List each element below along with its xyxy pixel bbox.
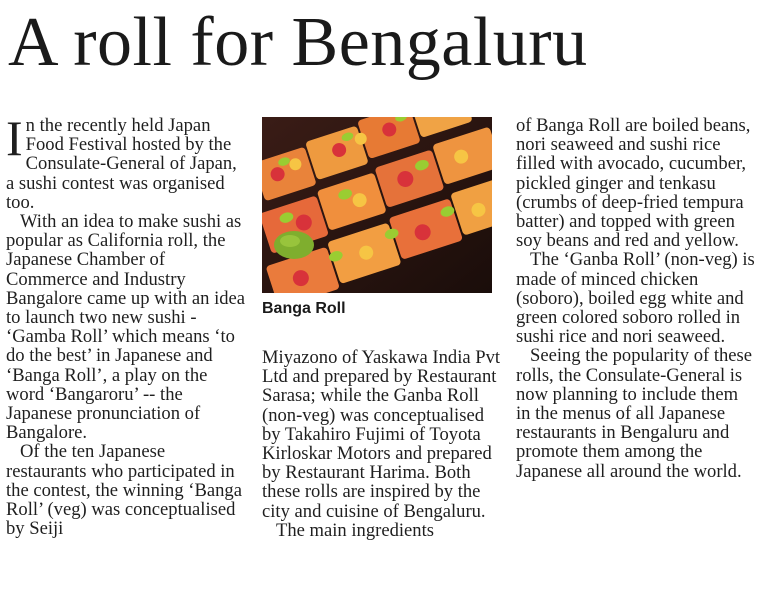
paragraph: In the recently held Japan Food Festival hosted by the Consulate-General of Japan, a sushi contest was organised too. — [6, 110, 237, 213]
paragraph: The ‘Ganba Roll’ (non-veg) is made of minced chicken (soboro), boiled egg white and green colored soboro rolled in sushi rice and nori seaweed. — [516, 249, 755, 348]
photo-caption: Banga Roll — [262, 300, 346, 317]
paragraph: of Banga Roll are boiled beans, nori seaweed and sushi rice filled with avocado, cucumber, pickled ginger and tenkasu (crumbs of deep-fried tempura batter) and topped with green soy beans and red and yellow. — [516, 115, 751, 252]
banga-roll-image — [262, 117, 492, 293]
paragraph: Seeing the popularity of these rolls, the Consulate-General is now planning to include them in the menus of all Japanese restaurants in Bengaluru and promote them among the Japanese all around the world. — [516, 345, 753, 482]
paragraph: Miyazono of Yaskawa India Pvt Ltd and prepared by Restaurant Sarasa; while the Ganba Roll (non-veg) was conceptualised by Takahiro Fujimi of Toyota Kirloskar Motors and prepared by Restaurant Harima. Both these rolls are inspired by the city and cuisine of Bengaluru. — [262, 347, 501, 522]
article-column-3 — [516, 116, 756, 481]
article-column-1 — [6, 110, 246, 540]
paragraph: Of the ten Japanese restaurants who participated in the contest, the winning ‘Banga Roll’ (veg) was conceptualised by Seiji — [6, 441, 242, 540]
paragraph: With an idea to make sushi as popular as California roll, the Japanese Chamber of Commerce and Industry Bangalore came up with an idea to launch two new sushi - ‘Gamba Roll’ which means ‘to do the best’ in Japanese and ‘Banga Roll’, a play on the word ‘Bangaroru’ -- the Japanese pronunciation of Bangalore. — [6, 211, 246, 444]
paragraph: The main ingredients — [276, 519, 435, 541]
headline: A roll for Bengaluru — [8, 4, 588, 81]
drop-cap: I — [6, 110, 23, 166]
article-column-2 — [262, 348, 502, 540]
sushi-roll-photo — [262, 117, 492, 293]
